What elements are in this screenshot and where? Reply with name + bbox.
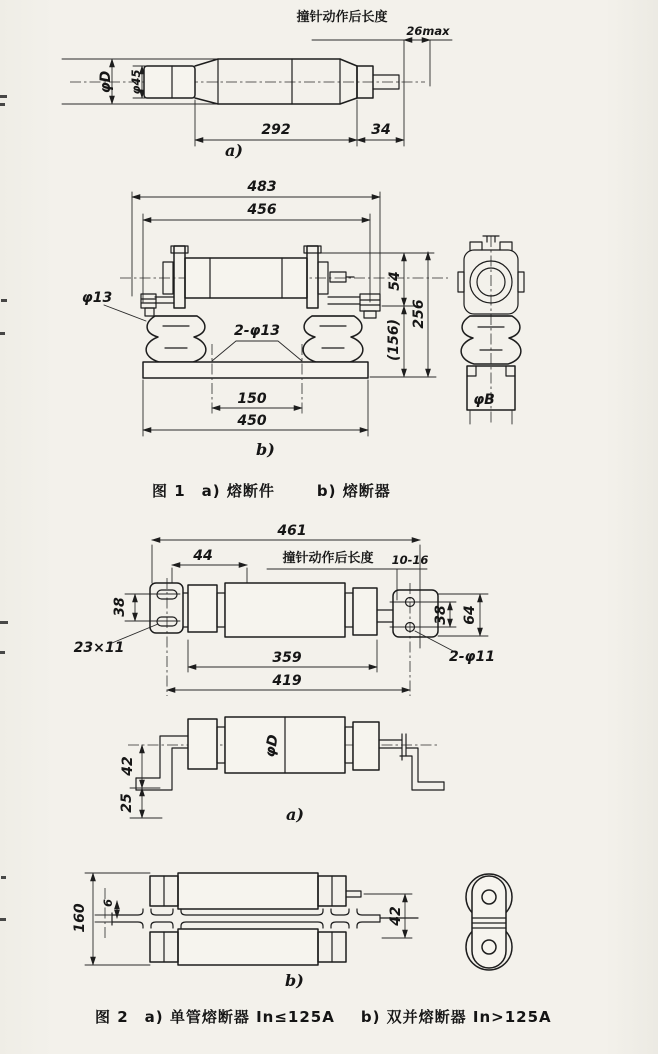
figure2b-end-view	[466, 874, 512, 970]
figure2-caption	[95, 1006, 552, 1027]
figure1b-end-view	[458, 236, 524, 424]
fig2a-dim-23x11: 23×11	[73, 640, 125, 656]
fig2a-dim-42: 42	[120, 756, 136, 776]
fig1a-striker-label: 撞针动作后长度	[296, 10, 388, 25]
fig2b-dim-42: 42	[388, 906, 404, 926]
fig2a-left-bracket	[136, 736, 188, 790]
fig1b-dim-483: 483	[247, 179, 277, 195]
figure2b-double-fuse	[72, 873, 418, 990]
fig1b-dim-256: 256	[411, 299, 427, 329]
fig2a-fuse-body	[150, 583, 438, 637]
fig1b-left-clip	[141, 246, 188, 316]
fig1b-dim-150: 150	[237, 391, 267, 407]
fig2a-dim-25: 25	[119, 793, 135, 813]
figure1-caption	[152, 480, 391, 501]
fig1a-extension-lines	[62, 40, 452, 146]
fig1b-dim-156: (156)	[386, 318, 402, 362]
fig2a-striker-label: 撞针动作后长度	[282, 551, 374, 566]
fig2a-dim-64: 64	[462, 605, 478, 625]
fig1a-dim-phi-45: φ45	[129, 69, 143, 95]
fig2b-dim-160: 160	[72, 903, 88, 933]
fig1b-dim-450: 450	[237, 413, 267, 429]
fig1b-dim-phi13: φ13	[81, 290, 113, 306]
fig2a-dim-38-left: 38	[112, 597, 128, 617]
fig1b-base-plate	[143, 362, 368, 378]
fig1a-fuse-outline	[144, 59, 399, 104]
figure1-caption-item-a: a) 熔断件	[201, 482, 275, 500]
fig2a-dim-44: 44	[193, 548, 213, 564]
fig2b-tubes	[150, 873, 346, 965]
fig1b-phi13-leader	[104, 305, 146, 321]
fig2a-right-bracket	[379, 734, 444, 790]
fig1b-extension-lines	[132, 192, 436, 436]
fig1b-dim-phiB: φB	[473, 392, 495, 408]
fig2a-dim-10-16: 10-16	[391, 553, 429, 567]
figure2-caption-item-b: b) 双并熔断器 In>125A	[360, 1008, 552, 1026]
fig2a-dim-2phi11: 2-φ11	[449, 649, 495, 665]
fig2a-dim-38-right: 38	[433, 605, 449, 625]
fig2b-part-label: b)	[285, 971, 304, 990]
figure1b-fuse-base	[82, 179, 448, 459]
fig2a-dim-359: 359	[272, 650, 302, 666]
fig1a-dim-phi-d: φD	[98, 70, 114, 94]
figure1a-fuse-link	[62, 9, 452, 160]
fig1a-dim-26max: 26max	[406, 24, 450, 38]
fig1b-right-clip	[304, 246, 380, 318]
figure1-caption-item-b: b) 熔断器	[316, 482, 391, 500]
figure2a-side-view	[119, 717, 444, 824]
fig1a-dim-292: 292	[261, 122, 291, 138]
fig1a-dim-34: 34	[371, 122, 391, 138]
fig1b-dim-456: 456	[247, 202, 277, 218]
fig2a-part-label: a)	[286, 805, 304, 824]
fig2a-dim-419: 419	[272, 673, 302, 689]
figure2-caption-number: 图 2	[95, 1008, 129, 1026]
fig2a-dim-461: 461	[277, 523, 307, 539]
scan-marks	[0, 95, 8, 921]
fig1b-part-label: b)	[256, 440, 275, 459]
fig1b-dim-54: 54	[387, 271, 403, 291]
fig1b-dim-2phi13: 2-φ13	[234, 323, 280, 339]
figure2-caption-item-a: a) 单管熔断器 In≤125A	[144, 1008, 335, 1026]
fig2a-dim-phi-d: φD	[262, 733, 282, 759]
figure1-caption-number: 图 1	[152, 482, 186, 500]
fig1b-hole-leaders	[212, 341, 302, 361]
fig1b-fuse-tube	[185, 258, 307, 298]
fig2b-dim-6: 6	[101, 898, 115, 908]
figure2a-top-view	[74, 523, 495, 696]
fig1a-part-label: a)	[225, 141, 243, 160]
